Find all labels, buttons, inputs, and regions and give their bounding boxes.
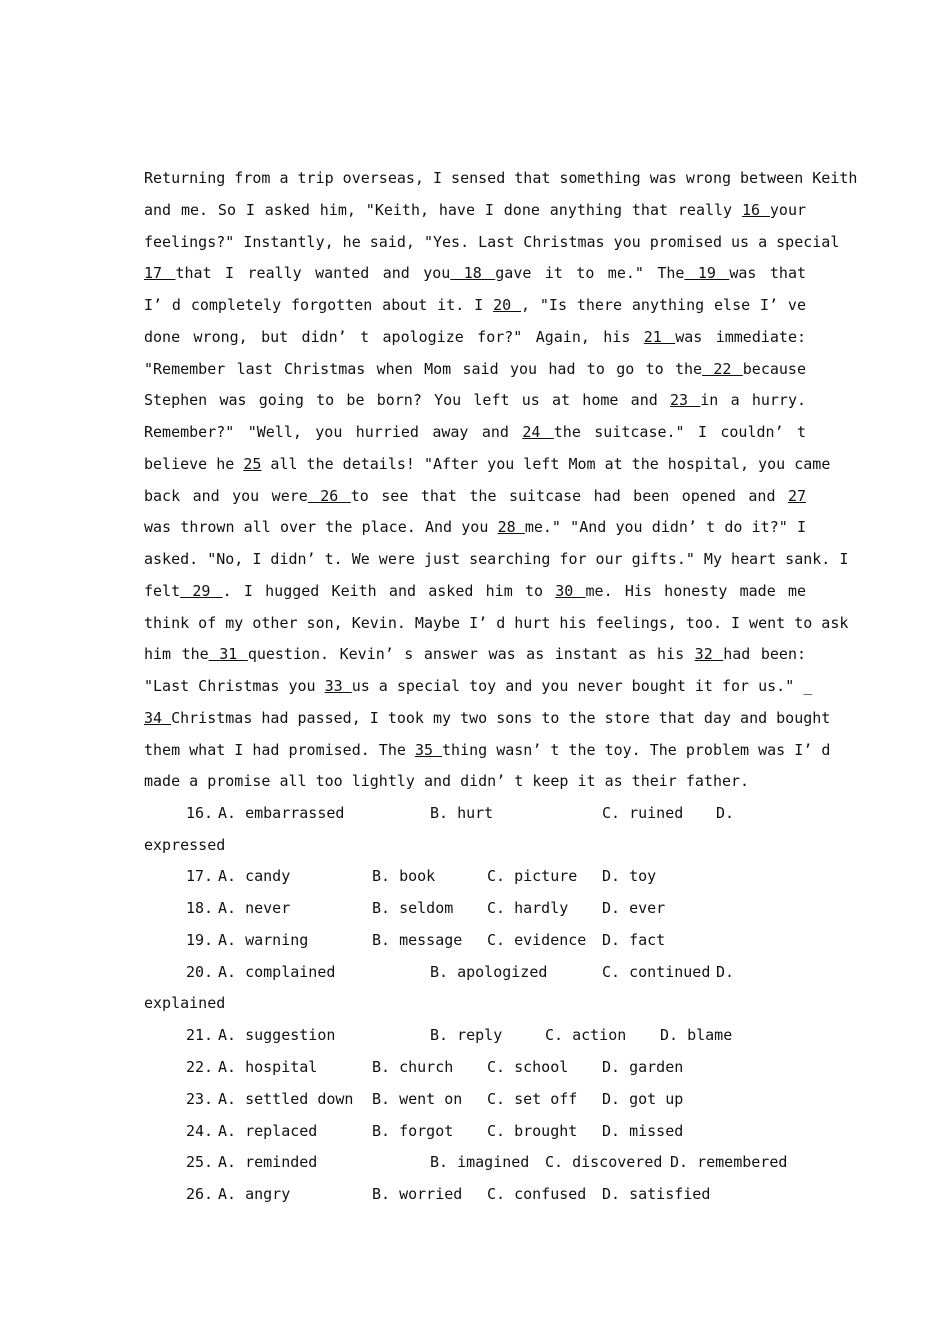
passage-text: . I hugged Keith and asked him to — [222, 582, 556, 600]
option-c: C. school — [487, 1058, 569, 1076]
option-b: B. hurt — [430, 804, 494, 822]
question-number: 20. — [186, 963, 214, 981]
question-number: 19. — [186, 931, 214, 949]
blank-18: 18 — [450, 264, 496, 282]
blank-32: 32 — [694, 645, 724, 663]
passage-line — [144, 517, 806, 537]
option-c: C. continued — [602, 963, 711, 981]
blank-16: 16 — [741, 201, 770, 219]
passage-text: back and you were — [144, 487, 308, 505]
option-c: C. hardly — [487, 899, 569, 917]
question-number: 22. — [186, 1058, 214, 1076]
blank-23: 23 — [669, 391, 701, 409]
question-number: 23. — [186, 1090, 214, 1108]
option-b: B. imagined — [430, 1153, 530, 1171]
blank-29: 29 — [180, 582, 223, 600]
passage-text: thing wasn’ t the toy. The problem was I’ d — [442, 741, 831, 759]
passage-text: felt — [144, 582, 181, 600]
option-b: B. forgot — [372, 1122, 454, 1140]
option-d-text: explained — [144, 994, 226, 1012]
option-a: A. reminded — [218, 1153, 318, 1171]
passage-line — [144, 327, 806, 347]
option-b: B. book — [372, 867, 436, 885]
blank-25: 25 — [243, 455, 262, 473]
passage-text: them what I had promised. The — [144, 741, 415, 759]
passage-text: "Last Christmas you — [144, 677, 325, 695]
option-c: C. set off — [487, 1090, 578, 1108]
question-number: 26. — [186, 1185, 214, 1203]
passage-line — [144, 295, 806, 315]
option-d: D. ever — [602, 899, 666, 917]
option-b: B. worried — [372, 1185, 463, 1203]
option-a: A. suggestion — [218, 1026, 336, 1044]
question-number: 16. — [186, 804, 214, 822]
passage-text: was thrown all over the place. And you — [144, 518, 498, 536]
passage-text: Christmas had passed, I took my two sons to the store that day and bought — [171, 709, 831, 727]
passage-text: question. Kevin’ s answer was as instant as his — [247, 645, 695, 663]
option-d: D. remembered — [670, 1153, 788, 1171]
passage-text: , "Is there anything else I’ ve — [521, 296, 806, 314]
question-number: 21. — [186, 1026, 214, 1044]
passage-line — [144, 708, 831, 728]
option-a: A. hospital — [218, 1058, 318, 1076]
passage-line — [144, 200, 806, 220]
question-16-wrap — [144, 835, 225, 855]
blank-34: 34 — [144, 709, 172, 727]
blank-35: 35 — [414, 741, 443, 759]
blank-30: 30 — [555, 582, 586, 600]
passage-text: because — [742, 360, 806, 378]
passage-line — [144, 454, 831, 474]
passage-text: think of my other son, Kevin. Maybe I’ d hurt his feelings, too. I went to ask — [144, 614, 849, 632]
passage-text: me. His honesty made me — [585, 582, 807, 600]
option-d: D. — [716, 804, 735, 822]
passage-text: us a special toy and you never bought it for us." _ — [351, 677, 813, 695]
option-a: A. replaced — [218, 1122, 318, 1140]
passage-text: gave it to me." The — [495, 264, 685, 282]
blank-21: 21 — [643, 328, 676, 346]
passage-text: Stephen was going to be born? You left us at home and — [144, 391, 670, 409]
passage-text: had been: — [723, 645, 807, 663]
passage-line — [144, 168, 858, 188]
passage-text: your — [769, 201, 807, 219]
option-b: B. seldom — [372, 899, 454, 917]
option-b: B. apologized — [430, 963, 548, 981]
question-number: 18. — [186, 899, 214, 917]
question-number: 24. — [186, 1122, 214, 1140]
question-number: 17. — [186, 867, 214, 885]
blank-28: 28 — [497, 518, 525, 536]
blank-20: 20 — [493, 296, 521, 314]
passage-line — [144, 613, 849, 633]
passage-text: all the details! "After you left Mom at the hospital, you came — [261, 455, 831, 473]
passage-text: I’ d completely forgotten about it. I — [144, 296, 494, 314]
passage-text: in a hurry. — [700, 391, 807, 409]
question-20-wrap — [144, 993, 225, 1013]
blank-24: 24 — [522, 423, 554, 441]
option-d-text: expressed — [144, 836, 226, 854]
passage-text: was immediate: — [675, 328, 807, 346]
passage-line — [144, 359, 806, 379]
option-b: B. went on — [372, 1090, 463, 1108]
option-d: D. fact — [602, 931, 666, 949]
passage-text: done wrong, but didn’ t apologize for?" Again, his — [144, 328, 644, 346]
option-b: B. message — [372, 931, 463, 949]
option-b: B. church — [372, 1058, 454, 1076]
passage-line — [144, 740, 831, 760]
passage-text: me." "And you didn’ t do it?" I — [524, 518, 806, 536]
passage-line — [144, 644, 806, 664]
passage-line — [144, 263, 806, 283]
passage-line — [144, 549, 849, 569]
option-a: A. complained — [218, 963, 336, 981]
passage-text: that I really wanted and you — [175, 264, 451, 282]
option-a: A. embarrassed — [218, 804, 345, 822]
blank-17: 17 — [144, 264, 176, 282]
option-a: A. candy — [218, 867, 291, 885]
option-c: C. action — [545, 1026, 627, 1044]
passage-text: Returning from a trip overseas, I sensed that something was wrong between Keith — [144, 169, 858, 187]
option-a: A. angry — [218, 1185, 291, 1203]
option-d: D. garden — [602, 1058, 684, 1076]
passage-text: asked. "No, I didn’ t. We were just searching for our gifts." My heart sank. I — [144, 550, 849, 568]
passage-text: the suitcase." I couldn’ t — [553, 423, 806, 441]
question-number: 25. — [186, 1153, 214, 1171]
option-a: A. settled down — [218, 1090, 354, 1108]
blank-27: 27 — [787, 487, 806, 505]
option-a: A. never — [218, 899, 291, 917]
option-c: C. evidence — [487, 931, 587, 949]
passage-line — [144, 486, 806, 506]
option-d: D. toy — [602, 867, 657, 885]
passage-text: to see that the suitcase had been opened and — [350, 487, 788, 505]
passage-line — [144, 771, 806, 791]
option-d: D. — [716, 963, 735, 981]
option-d: D. missed — [602, 1122, 684, 1140]
blank-19: 19 — [684, 264, 730, 282]
blank-26: 26 — [307, 487, 351, 505]
passage-text: "Remember last Christmas when Mom said you had to go to the — [144, 360, 703, 378]
option-b: B. reply — [430, 1026, 503, 1044]
passage-text: him the — [144, 645, 209, 663]
blank-33: 33 — [324, 677, 352, 695]
passage-line — [144, 422, 806, 442]
option-d: D. blame — [660, 1026, 733, 1044]
blank-22: 22 — [702, 360, 743, 378]
option-c: C. discovered — [545, 1153, 663, 1171]
option-c: C. picture — [487, 867, 578, 885]
option-c: C. brought — [487, 1122, 578, 1140]
passage-text: feelings?" Instantly, he said, "Yes. Last Christmas you promised us a special — [144, 233, 840, 251]
passage-text: made a promise all too lightly and didn’ t keep it as their father. — [144, 772, 750, 790]
passage-text: was that — [729, 264, 807, 282]
option-d: D. satisfied — [602, 1185, 711, 1203]
passage-text: believe he — [144, 455, 244, 473]
passage-text: Remember?" "Well, you hurried away and — [144, 423, 523, 441]
blank-31: 31 — [208, 645, 248, 663]
passage-line — [144, 581, 806, 601]
option-a: A. warning — [218, 931, 309, 949]
option-d: D. got up — [602, 1090, 684, 1108]
option-c: C. confused — [487, 1185, 587, 1203]
passage-line — [144, 390, 806, 410]
passage-line — [144, 676, 813, 696]
passage-text: and me. So I asked him, "Keith, have I done anything that really — [144, 201, 742, 219]
option-c: C. ruined — [602, 804, 684, 822]
passage-line — [144, 232, 840, 252]
